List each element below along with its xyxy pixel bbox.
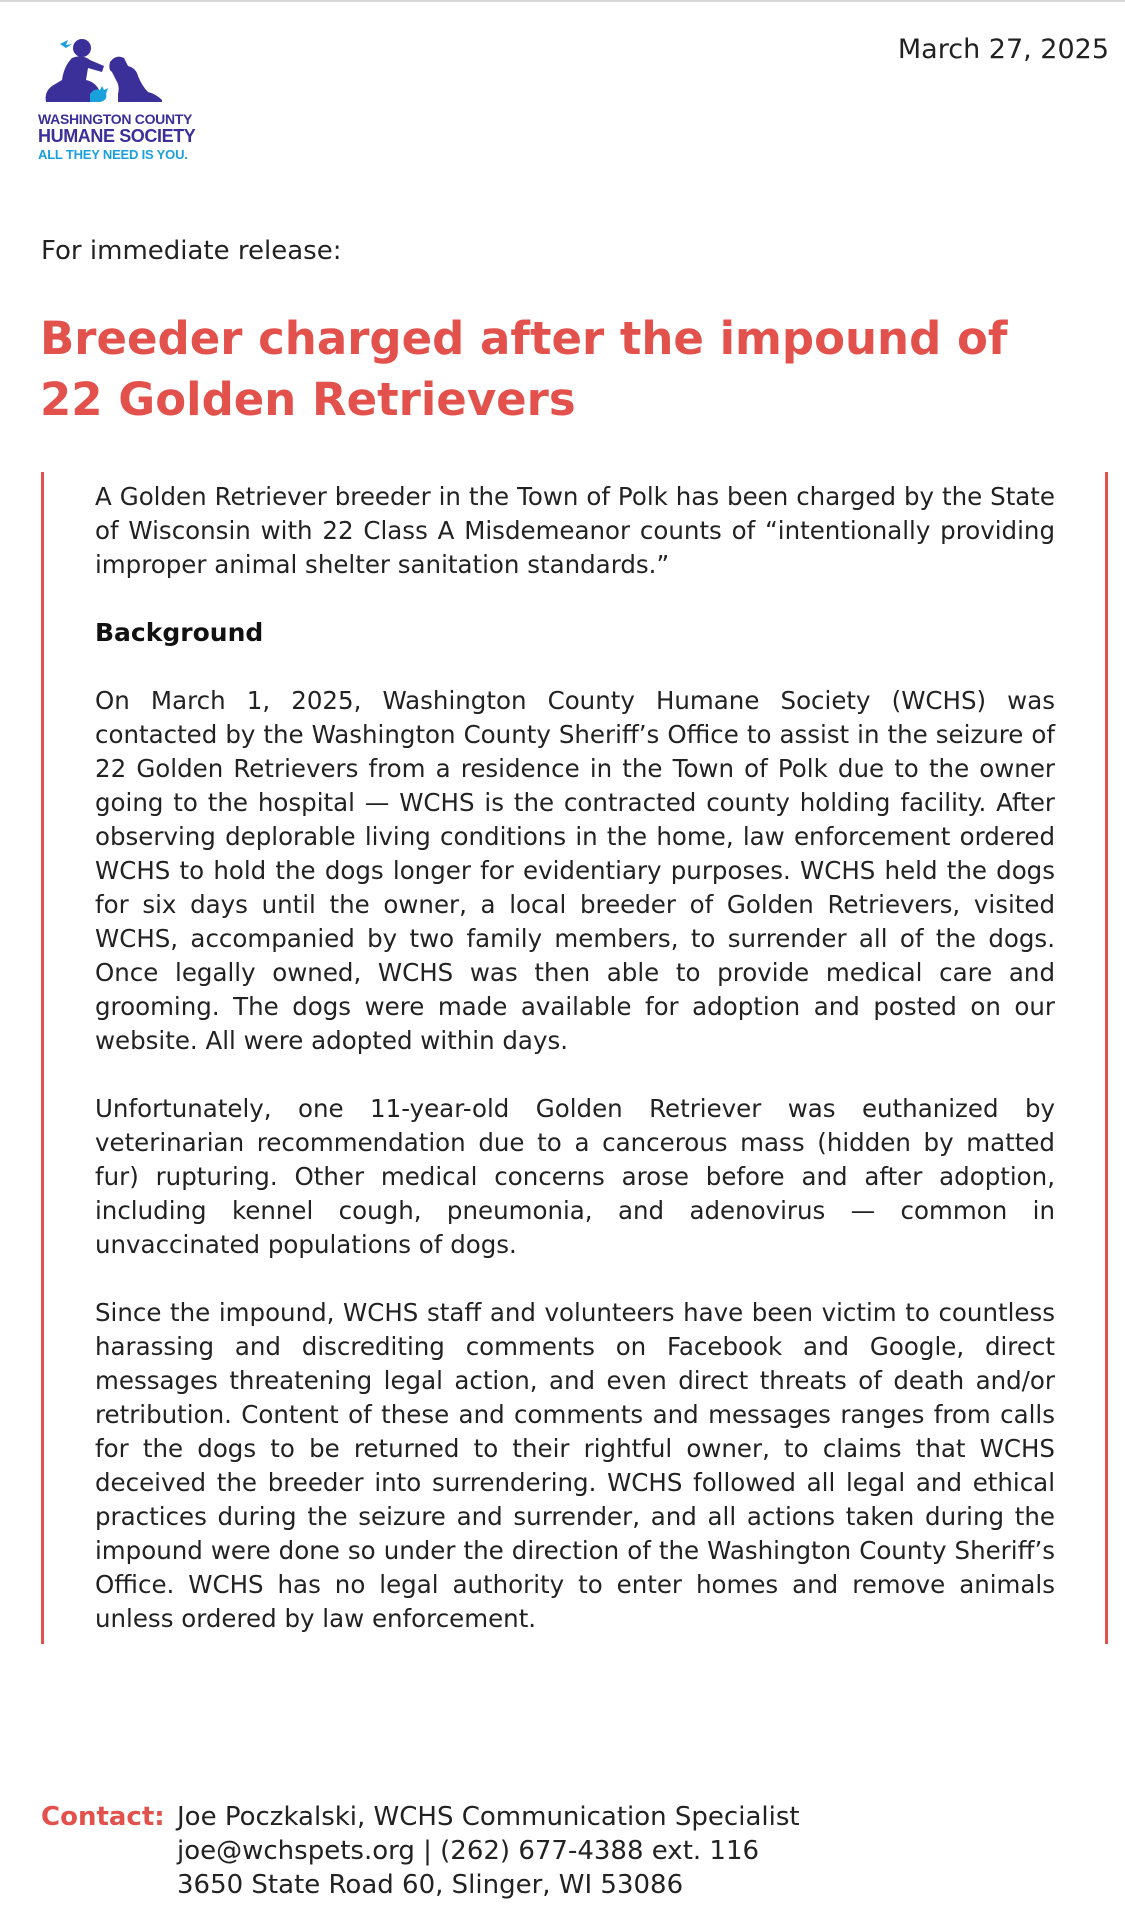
logo-org-line2: HUMANE SOCIETY	[38, 125, 196, 146]
right-accent-bar	[1105, 472, 1108, 1644]
contact-name: Joe Poczkalski, WCHS Communication Specialist	[177, 1802, 800, 1832]
background-heading: Background	[95, 618, 264, 647]
intro-paragraph: A Golden Retriever breeder in the Town of Polk has been charged by the State of Wisconsin with 22 Class A Misdemeanor counts of “intentionally providing improper animal shelter sanitation standards.”	[95, 482, 1055, 579]
logo-tagline: ALL THEY NEED IS YOU.	[38, 146, 188, 162]
top-rule	[0, 0, 1125, 2]
body-paragraph: Unfortunately, one 11-year-old Golden Retriever was euthanized by veterinarian recommendation due to a cancerous mass (hidden by matted fur) rupturing. Other medical concerns arose before and after adoption, including kennel cough, pneumonia, and adenovirus — common in unvaccinated populations of dogs.	[95, 1094, 1055, 1259]
contact-email-phone: joe@wchspets.org | (262) 677-4388 ext. 116	[177, 1836, 760, 1866]
person-with-dog-icon	[38, 36, 168, 108]
body-paragraph: On March 1, 2025, Washington County Humane Society (WCHS) was contacted by the Washington County Sheriff’s Office to assist in the seizure of 22 Golden Retrievers from a residence in the Town of Polk due to the owner going to the hospital — WCHS is the contracted county holding facility. After observing deplorable living conditions in the home, law enforcement ordered WCHS to hold the dogs longer for evidentiary purposes. WCHS held the dogs for six days until the owner, a local breeder of Golden Retrievers, visited WCHS, accompanied by two family members, to surrender all of the dogs. Once legally owned, WCHS was then able to provide medical care and grooming. The dogs were made available for adoption and posted on our website. All were adopted within days.	[95, 686, 1055, 1055]
release-label: For immediate release:	[41, 236, 342, 266]
release-date: March 27, 2025	[897, 34, 1109, 65]
body-paragraph: Since the impound, WCHS staff and volunteers have been victim to countless harassing and discrediting comments on Facebook and Google, direct messages threatening legal action, and even direct threats of death and/or retribution. Content of these and comments and messages ranges from calls for the dogs to be returned to their rightful owner, to claims that WCHS deceived the breeder into surrendering. WCHS followed all legal and ethical practices during the seizure and surrender, and all actions taken during the impound were done so under the direction of the Washington County Sheriff’s Office. WCHS has no legal authority to enter homes and remove animals unless ordered by law enforcement.	[95, 1298, 1055, 1633]
logo-org-line1: WASHINGTON COUNTY	[38, 111, 193, 127]
left-accent-bar	[41, 472, 44, 1644]
press-release-body	[95, 480, 1055, 1670]
wchs-logo	[38, 36, 213, 161]
contact-label: Contact:	[41, 1802, 165, 1832]
contact-details	[177, 1800, 800, 1902]
headline: Breeder charged after the impound of 22 Golden Retrievers	[40, 312, 1008, 426]
contact-address: 3650 State Road 60, Slinger, WI 53086	[177, 1870, 684, 1900]
